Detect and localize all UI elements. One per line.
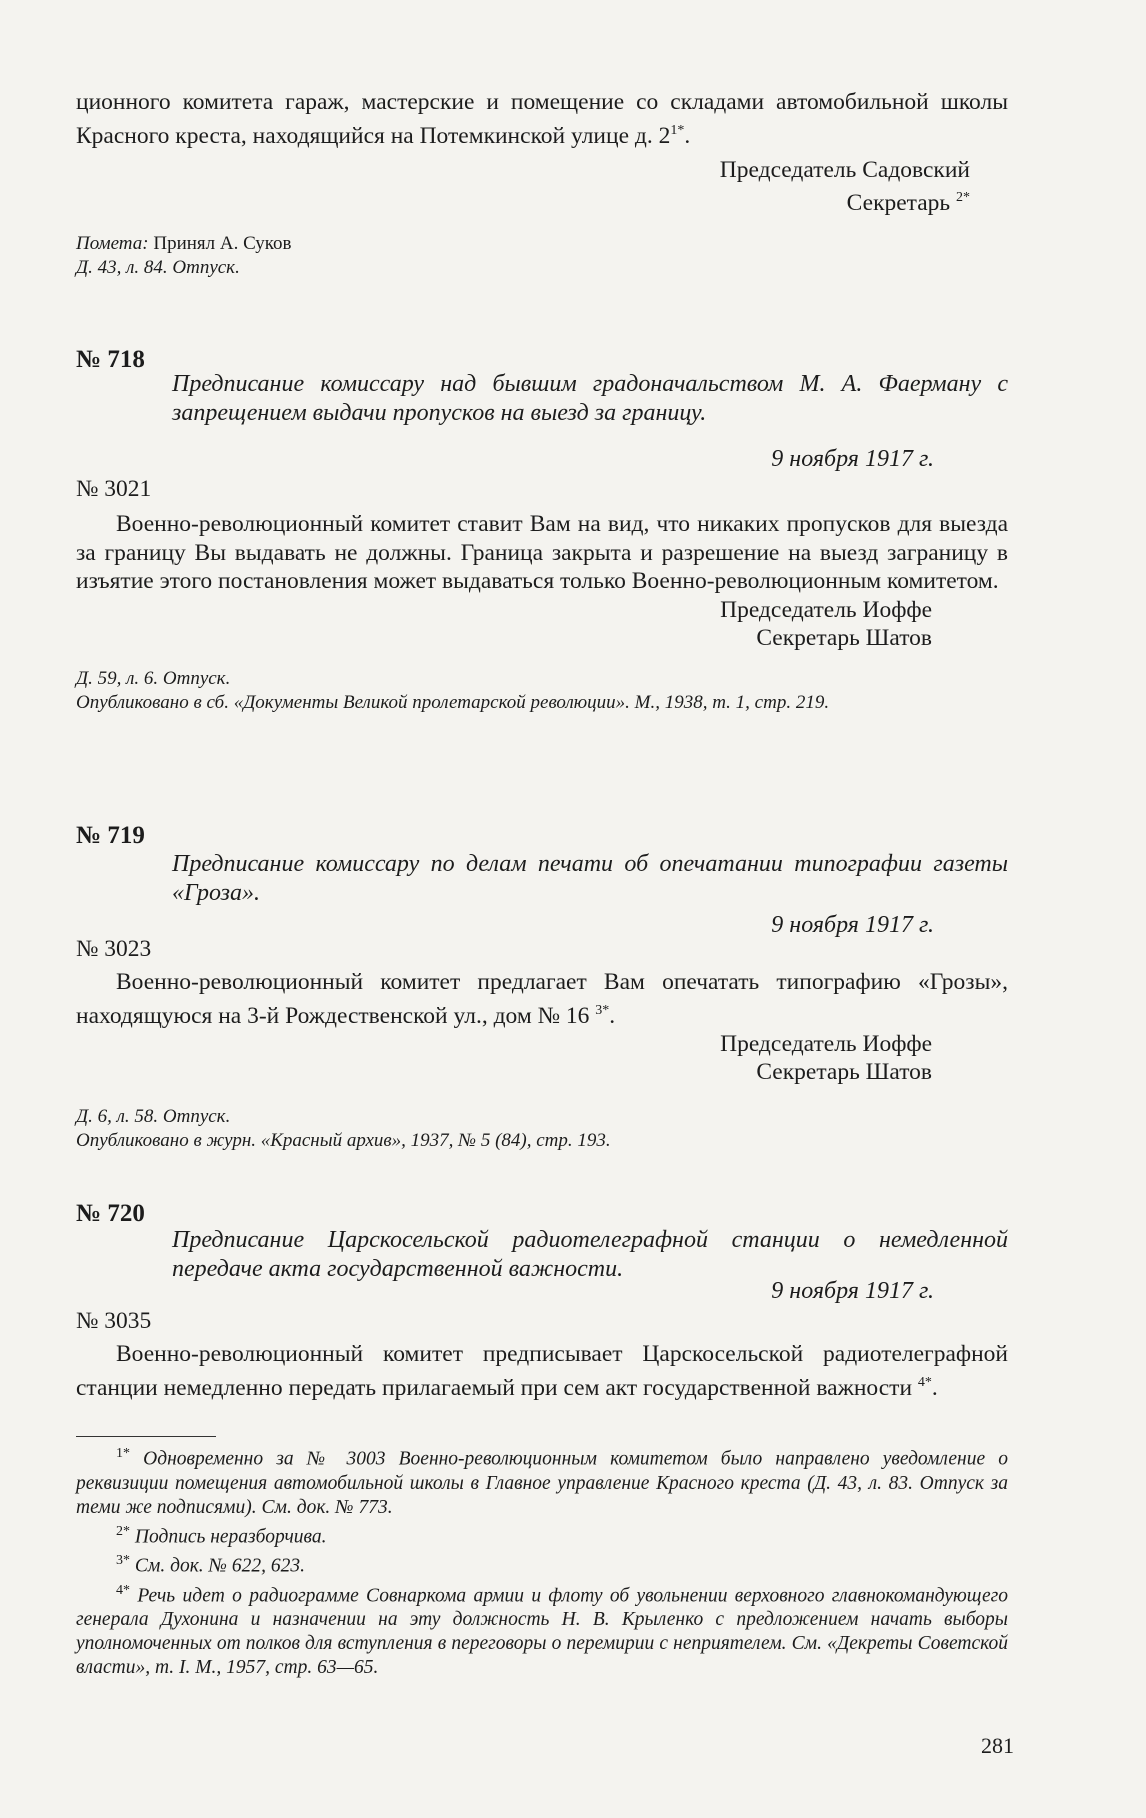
footnote-4 bbox=[76, 1579, 1008, 1681]
doc-719-body-tail: . bbox=[609, 1002, 616, 1029]
mark-label: Помета: bbox=[76, 232, 149, 254]
doc-720-body-tail: . bbox=[931, 1374, 938, 1401]
doc-719-body-text: Военно-революционный комитет предлагает Вам опечатать типографию «Грозы», находящуюся на 3-й Рождественской ул., дом № 16 bbox=[76, 969, 1008, 1029]
doc-720-date: 9 ноября 1917 г. bbox=[771, 1278, 934, 1304]
doc-719-published: Опубликовано в журн. «Красный архив», 1937, № 5 (84), стр. 193. bbox=[76, 1129, 611, 1151]
intro-text: ционного комитета гараж, мастерские и помещение со складами автомобильной школы Красного креста, находящийся на Потемкинской улице д. 2 bbox=[76, 89, 1008, 149]
doc-719-title: Предписание комиссару по делам печати об опечатании типографии газеты «Гроза». bbox=[172, 851, 1008, 906]
intro-archive: Д. 43, л. 84. Отпуск. bbox=[76, 256, 240, 278]
intro-mark bbox=[76, 232, 1008, 256]
intro-secretary-signature bbox=[76, 184, 1008, 217]
intro-paragraph bbox=[76, 88, 1008, 150]
doc-719-block bbox=[76, 968, 1008, 1153]
footnotes bbox=[76, 1442, 1008, 1680]
mark-text: Принял А. Суков bbox=[153, 232, 292, 254]
footnote-3 bbox=[76, 1549, 1008, 1579]
doc-718-secretary-signature: Секретарь Шатов bbox=[756, 625, 932, 651]
doc-719-number: № 719 bbox=[76, 822, 145, 849]
doc-719-outgoing-number: № 3023 bbox=[76, 936, 152, 962]
footnote-text: Подпись неразборчива. bbox=[134, 1526, 327, 1547]
footnote-mark: 1* bbox=[116, 1446, 130, 1461]
footnote-ref: 3* bbox=[595, 1002, 610, 1018]
footnote-ref: 1* bbox=[670, 122, 685, 138]
intro-block bbox=[76, 88, 1008, 280]
page-number: 281 bbox=[981, 1733, 1014, 1758]
doc-718-body: Военно-революционный комитет ставит Вам на вид, что никаких пропусков для выезда за границу Вы выдавать не должны. Граница закрыта и разрешение на выезд заграницу в изъятие этого постановления может выдаваться только Военно-революционным комитетом. bbox=[76, 511, 1008, 594]
doc-719-body bbox=[76, 968, 1008, 1030]
doc-720-title: Предписание Царскосельской радиотелеграфной станции о немедленной передаче акта государственной важности. bbox=[172, 1227, 1008, 1282]
doc-720-number: № 720 bbox=[76, 1200, 145, 1227]
doc-719-archive: Д. 6, л. 58. Отпуск. bbox=[76, 1105, 231, 1127]
footnote-mark: 2* bbox=[116, 1523, 130, 1539]
doc-718-outgoing-number: № 3021 bbox=[76, 476, 152, 502]
doc-720-body bbox=[76, 1340, 1008, 1402]
footnote-ref: 4* bbox=[917, 1374, 932, 1390]
footnote-1 bbox=[76, 1442, 1008, 1520]
intro-chair-signature: Председатель Садовский bbox=[719, 156, 970, 183]
footnote-mark: 4* bbox=[116, 1582, 130, 1598]
doc-719-secretary-signature: Секретарь Шатов bbox=[756, 1059, 932, 1086]
doc-718-block bbox=[76, 510, 1008, 715]
doc-718-published: Опубликовано в сб. «Документы Великой пролетарской революции». М., 1938, т. 1, стр. 219. bbox=[76, 691, 830, 713]
doc-718-title: Предписание комиссару над бывшим градоначальством М. А. Фаерману с запрещением выдачи пропусков на выезд за границу. bbox=[172, 371, 1008, 426]
doc-719-chair-signature: Председатель Иоффе bbox=[720, 1030, 932, 1057]
doc-720-outgoing-number: № 3035 bbox=[76, 1308, 152, 1334]
doc-720-body-text: Военно-революционный комитет предписывает Царскосельской радиотелеграфной станции немедленно передать прилагаемый при сем акт государственной важности bbox=[76, 1341, 1008, 1401]
footnote-2 bbox=[76, 1520, 1008, 1550]
footnote-text: Одновременно за № 3003 Военно-революционным комитетом было направлено уведомление о реквизиции помещения автомобильной школы в Главное управление Красного креста (Д. 43, л. 83. Отпуск за теми же подписями). См. док. № 773. bbox=[76, 1448, 1008, 1518]
footnote-text: Речь идет о радиограмме Совнаркома армии и флоту об увольнении верховного главнокомандующего генерала Духонина и назначении на эту должность Н. В. Крыленко с предложением начать выборы уполномоченных от полков для вступления в переговоры о перемирии с неприятелем. См. «Декреты Советской власти», т. I. М., 1957, стр. 63—65. bbox=[76, 1585, 1009, 1678]
doc-718-number: № 718 bbox=[76, 346, 145, 373]
doc-720-block bbox=[76, 1340, 1008, 1402]
doc-718-date: 9 ноября 1917 г. bbox=[771, 446, 934, 472]
footnote-ref: 2* bbox=[956, 190, 970, 206]
doc-719-date: 9 ноября 1917 г. bbox=[771, 912, 934, 938]
secretary-label: Секретарь bbox=[846, 190, 951, 217]
doc-718-archive: Д. 59, л. 6. Отпуск. bbox=[76, 667, 231, 689]
footnote-text: См. док. № 622, 623. bbox=[134, 1555, 305, 1577]
footnote-divider bbox=[76, 1436, 216, 1437]
footnote-mark: 3* bbox=[116, 1553, 130, 1568]
intro-tail: . bbox=[684, 122, 691, 149]
doc-718-chair-signature: Председатель Иоффе bbox=[720, 596, 932, 623]
